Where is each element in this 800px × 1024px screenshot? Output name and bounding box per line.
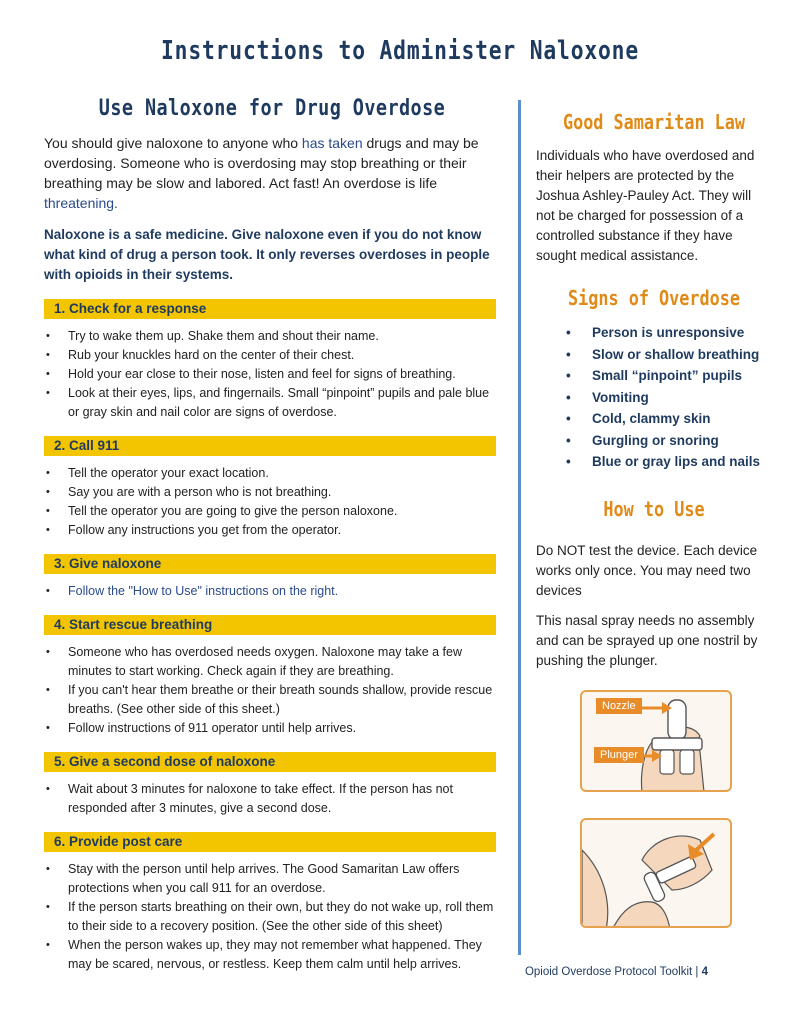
how-to-use-text-1: Do NOT test the device. Each device works only once. You may need two devices bbox=[536, 542, 758, 598]
list-item: • Blue or gray lips and nails bbox=[536, 451, 772, 473]
footer-text: Opioid Overdose Protocol Toolkit bbox=[524, 966, 693, 978]
footer-separator: | bbox=[692, 966, 702, 978]
intro-part-1: You should give naloxone to anyone who bbox=[44, 135, 302, 151]
left-column bbox=[44, 96, 500, 974]
list-item: • Say you are with a person who is not breathing. bbox=[44, 483, 500, 502]
spray-in-nostril-illustration bbox=[580, 818, 732, 928]
step-3-bar: 3. Give naloxone bbox=[44, 554, 496, 574]
right-column bbox=[536, 110, 772, 671]
list-item: • Slow or shallow breathing bbox=[536, 344, 772, 366]
page-number: 4 bbox=[701, 966, 708, 978]
how-to-use-text-2: This nasal spray needs no assembly and can be sprayed up one nostril by pushing the plunger. bbox=[536, 612, 758, 668]
nozzle-label: Nozzle bbox=[596, 698, 642, 714]
nasal-spray-illustration bbox=[580, 690, 732, 792]
list-item: • Person is unresponsive bbox=[536, 322, 772, 344]
page-title: Instructions to Administer Naloxone bbox=[161, 36, 639, 66]
page-footer bbox=[525, 966, 708, 978]
intro-part-2: has taken bbox=[301, 135, 363, 151]
step-4-bar: 4. Start rescue breathing bbox=[44, 615, 496, 635]
how-to-use-heading: How to Use bbox=[603, 496, 705, 521]
intro-paragraph bbox=[44, 133, 500, 213]
list-item: • Gurgling or snoring bbox=[536, 430, 772, 452]
list-item: • Tell the operator you are going to give the person naloxone. bbox=[44, 502, 500, 521]
list-item: • Stay with the person until help arrives. The Good Samaritan Law offers protections when you call 911 for an overdose. bbox=[44, 860, 500, 898]
step-6-bar: 6. Provide post care bbox=[44, 832, 496, 852]
column-divider bbox=[518, 100, 521, 955]
step-1-list bbox=[44, 327, 500, 422]
list-item: • Vomiting bbox=[536, 387, 772, 409]
step-1-bar: 1. Check for a response bbox=[44, 299, 496, 319]
intro-part-4: threatening. bbox=[44, 195, 118, 211]
list-item: • Someone who has overdosed needs oxygen. Naloxone may take a few minutes to start working. Check again if they are breathing. bbox=[44, 643, 500, 681]
step-3-list bbox=[44, 582, 500, 601]
step-2-bar: 2. Call 911 bbox=[44, 436, 496, 456]
plunger-label: Plunger bbox=[594, 747, 644, 763]
intro-part-3: drugs and may be overdosing. Someone who is overdosing may stop breathing or their breathing may be slow and labored. Act fast! An overdose is life bbox=[44, 135, 479, 191]
step-4-list bbox=[44, 643, 500, 738]
list-item: • When the person wakes up, they may not remember what happened. They may be scared, nervous, or restless. Keep them calm until help arrives. bbox=[44, 936, 500, 974]
section-heading-use-naloxone: Use Naloxone for Drug Overdose bbox=[98, 96, 446, 121]
list-item: • Cold, clammy skin bbox=[536, 408, 772, 430]
good-samaritan-text: Individuals who have overdosed and their helpers are protected by the Joshua Ashley-Pauley Act. They will not be charged for possession of a controlled substance if they have sought medical assistance. bbox=[536, 148, 755, 263]
list-item: • If the person starts breathing on their own, but they do not wake up, roll them to their side to a recovery position. (See the other side of this sheet) bbox=[44, 898, 500, 936]
good-samaritan-heading: Good Samaritan Law bbox=[562, 110, 746, 134]
step-2-list bbox=[44, 464, 500, 540]
spray-nose-icon bbox=[582, 820, 732, 928]
list-item: • Follow instructions of 911 operator until help arrives. bbox=[44, 719, 500, 738]
list-item: • Hold your ear close to their nose, listen and feel for signs of breathing. bbox=[44, 365, 500, 384]
signs-heading: Signs of Overdose bbox=[568, 286, 740, 310]
list-item: • Rub your knuckles hard on the center of their chest. bbox=[44, 346, 500, 365]
list-item: • Small “pinpoint” pupils bbox=[536, 365, 772, 387]
list-item: • Follow any instructions you get from the operator. bbox=[44, 521, 500, 540]
safe-medicine-note: Naloxone is a safe medicine. Give naloxone even if you do not know what kind of drug a person took. It only reverses overdoses in people with opioids in their systems. bbox=[44, 227, 490, 282]
step-5-bar: 5. Give a second dose of naloxone bbox=[44, 752, 496, 772]
list-item: • Look at their eyes, lips, and fingernails. Small “pinpoint” pupils and pale blue or gray skin and nail color are signs of overdose. bbox=[44, 384, 500, 422]
list-item: • Tell the operator your exact location. bbox=[44, 464, 500, 483]
list-item: • Wait about 3 minutes for naloxone to take effect. If the person has not responded after 3 minutes, give a second dose. bbox=[44, 780, 500, 818]
list-item: • Follow the "How to Use" instructions on the right. bbox=[44, 582, 500, 601]
list-item: • If you can't hear them breathe or their breath sounds shallow, provide rescue breaths. (See other side of this sheet.) bbox=[44, 681, 500, 719]
list-item: • Try to wake them up. Shake them and shout their name. bbox=[44, 327, 500, 346]
step-6-list bbox=[44, 860, 500, 974]
signs-list bbox=[536, 322, 772, 473]
step-5-list bbox=[44, 780, 500, 818]
